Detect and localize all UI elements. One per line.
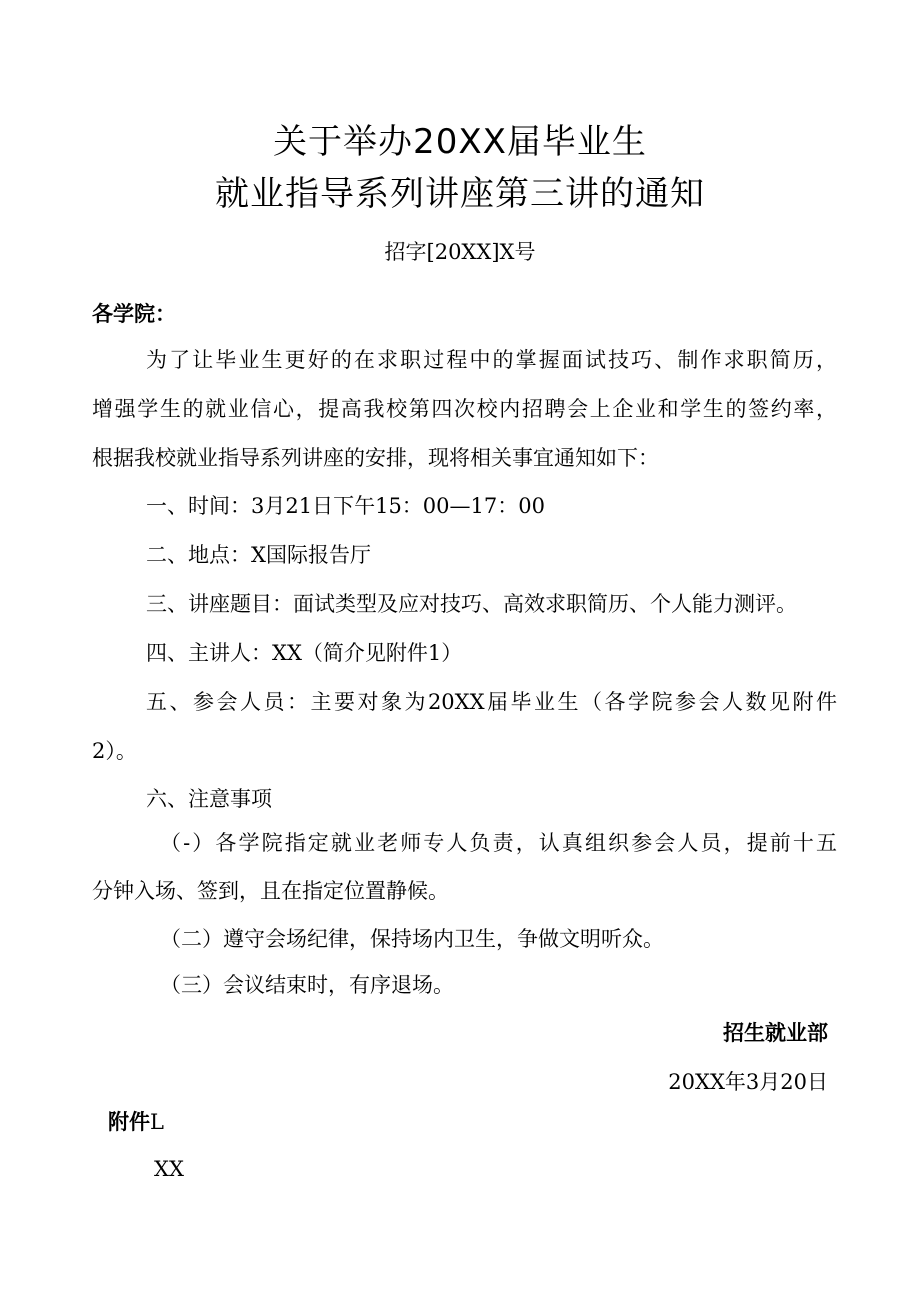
title-line-2: 就业指导系列讲座第三讲的通知: [215, 174, 705, 214]
signature-department: 招生就业部: [723, 1021, 828, 1045]
item-speaker: 四、主讲人：XX（简介见附件1）: [146, 641, 463, 665]
attachment-heading: [108, 1107, 853, 1137]
note-1-line-2: 分钟入场、签到，且在指定位置静候。: [92, 879, 449, 903]
signature-date: 20XX年3月20日: [668, 1070, 828, 1094]
item-attendees-line-2: 2）。: [92, 739, 137, 763]
item-time: 一、时间：3月21日下午15：00—17：00: [146, 494, 545, 518]
attachment-content: XX: [154, 1157, 184, 1181]
note-2: （二）遵守会场纪律，保持场内卫生，争做文明听众。: [160, 927, 664, 951]
item-attendees-line-1: 五、参会人员：主要对象为20XX届毕业生（各学院参会人数见附件: [146, 690, 837, 714]
attachment-marker: L: [150, 1110, 164, 1134]
attachment-label: 附件: [108, 1110, 150, 1134]
item-topic: 三、讲座题目：面试类型及应对技巧、高效求职简历、个人能力测评。: [146, 592, 797, 616]
note-3: （三）会议结束时，有序退场。: [160, 973, 454, 997]
document-number: 招字[20XX]X号: [384, 240, 536, 264]
intro-line-1: 为了让毕业生更好的在求职过程中的掌握面试技巧、制作求职简历，: [146, 348, 837, 372]
item-place: 二、地点：X国际报告厅: [146, 543, 371, 567]
salutation: 各学院：: [92, 302, 176, 326]
intro-line-2: 增强学生的就业信心，提高我校第四次校内招聘会上企业和学生的签约率，: [92, 397, 837, 421]
item-notes-heading: 六、注意事项: [146, 787, 272, 811]
title-line-1: 关于举办20XX届毕业生: [273, 122, 647, 162]
note-1-line-1: （-）各学院指定就业老师专人负责，认真组织参会人员，提前十五: [160, 831, 837, 855]
intro-line-3: 根据我校就业指导系列讲座的安排，现将相关事宜通知如下：: [92, 446, 659, 470]
